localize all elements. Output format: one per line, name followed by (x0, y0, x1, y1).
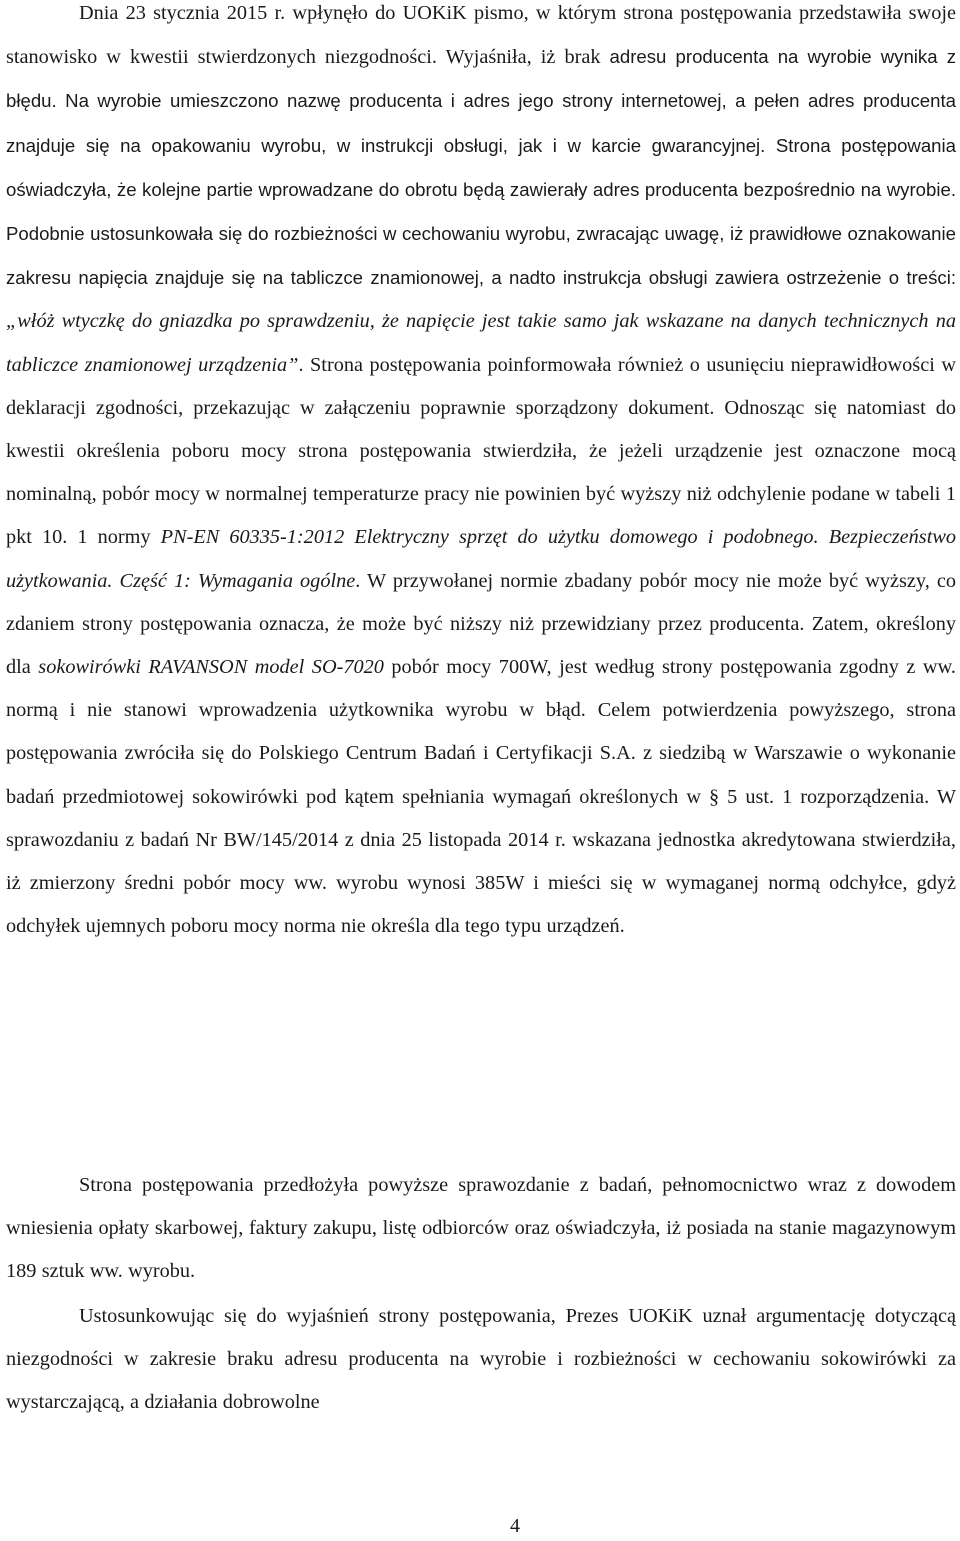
paragraph-submitted-documents: Strona postępowania przedłożyła powyższe sprawozdanie z badań, pełnomocnictwo wraz z dowodem wniesienia opłaty skarbowej, faktury zakupu, listę odbiorców oraz oświadczyła, iż posiada na stanie magazynowym 189 sztuk ww. wyrobu. (6, 1174, 956, 1283)
paragraph-explanation (6, 0, 956, 948)
paragraph-1-part-4: . W przywołanej normie zbadany pobór mocy nie może być wyższy, co zdaniem strony postępowania oznacza, że może być niższy niż przewidziany przez producenta. Zatem, określony dla (6, 569, 957, 679)
standard-title: PN-EN 60335-1:2012 Elektryczny sprzęt do użytku domowego i podobnego. Bezpieczeństwo użytkowania. Część 1: Wymagania ogólne (6, 526, 956, 592)
paragraph-1-part-5: pobór mocy 700W, jest według strony postępowania zgodny z ww. normą i nie stanowi wprowadzenia użytkownika wyrobu w błąd. Celem potwierdzenia powyższego, strona postępowania zwróciła się do Polskiego Centrum Badań i Certyfikacji S.A. z siedzibą w Warszawie o wykonanie badań przedmiotowej sokowirówki pod kątem spełniania wymagań określonych w § 5 ust. 1 rozporządzenia. W sprawozdaniu z badań Nr BW/145/2014 z dnia 25 listopada 2014 r. wskazana jednostka akredytowana stwierdziła, iż zmierzony średni pobór mocy ww. wyrobu wynosi 385W i mieści się w wymaganej normą odchyłce, gdyż odchyłek ujemnych poboru mocy norma nie określa dla tego typu urządzeń. (6, 656, 956, 938)
paragraph-decision: Ustosunkowując się do wyjaśnień strony postępowania, Prezes UOKiK uznał argumentację dotyczącą niezgodności w zakresie braku adresu producenta na wyrobie i rozbieżności w cechowaniu sokowirówki za wystarczającą, a działania dobrowolne (6, 1305, 956, 1414)
paragraph-1-part-1: Dnia 23 stycznia 2015 r. wpłynęło do UOKiK pismo, w którym strona postępowania przedstawiła swoje stanowisko w kwestii stwierdzonych niezgodności. Wyjaśniła, iż brak (6, 2, 956, 69)
page-number: 4 (510, 1515, 520, 1537)
product-name: sokowirówki RAVANSON model SO-7020 (38, 656, 384, 679)
paragraph-1-part-3: . Strona postępowania poinformowała również o usunięciu nieprawidłowości w deklaracji zgodności, przekazując w załączeniu poprawnie sporządzony dokument. Odnosząc się natomiast do kwestii określenia poboru mocy strona postępowania stwierdziła, że jeżeli urządzenie jest oznaczone mocą nominalną, pobór mocy w normalnej temperaturze pracy nie powinien być wyższy niż odchylenie podane w tabeli 1 pkt 10. 1 normy (6, 353, 956, 549)
paragraph-1-part-2: adresu producenta na wyrobie wynika z błędu. Na wyrobie umieszczono nazwę producenta i adres jego strony internetowej, a pełen adres producenta znajduje się na opakowaniu wyrobu, w instrukcji obsługi, jak i w karcie gwarancyjnej. Strona postępowania oświadczyła, że kolejne partie wprowadzane do obrotu będą zawierały adres producenta bezpośrednio na wyrobie. Podobnie ustosunkowała się do rozbieżności w cechowaniu wyrobu, zwracając uwagę, iż prawidłowe oznakowanie zakresu napięcia znajduje się na tabliczce znamionowej, a nadto instrukcja obsługi zawiera ostrzeżenie o treści: (6, 46, 956, 289)
document-page (6, 0, 956, 1541)
warning-quote: „włóż wtyczkę do gniazdka po sprawdzeniu, że napięcie jest takie samo jak wskazane na danych technicznych na tabliczce znamionowej urządzenia” (6, 310, 956, 376)
